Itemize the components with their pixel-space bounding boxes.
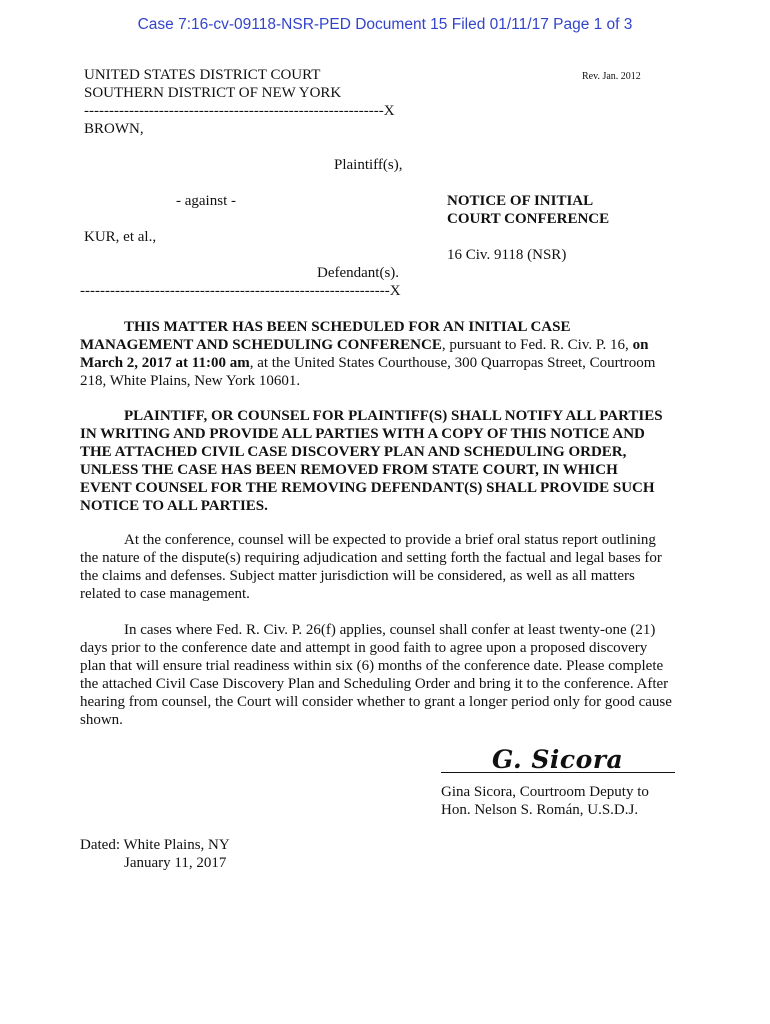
para1-line2-text: , pursuant to Fed. R. Civ. P. 16,: [441, 337, 633, 353]
para4-line3: plan that will ensure trial readiness within six (6) months of the conference date. Please complete: [80, 658, 664, 674]
para1-line3-text: , at the United States Courthouse, 300 Quarropas Street, Courtroom: [249, 355, 656, 371]
dated-location: Dated: White Plains, NY: [80, 837, 230, 853]
para4-line5: hearing from counsel, the Court will consider whether to grant a longer period only for good cause: [80, 694, 672, 710]
para1-line4: 218, White Plains, New York 10601.: [80, 373, 301, 389]
para4-line4: the attached Civil Case Discovery Plan and Scheduling Order and bring it to the conference. After: [80, 676, 669, 692]
para4-line2: days prior to the conference date and attempt in good faith to agree upon a proposed discovery: [80, 640, 648, 656]
notice-title-line1: NOTICE OF INITIAL: [447, 193, 594, 209]
scheduling-paragraph: [80, 318, 685, 390]
para2-line5: EVENT COUNSEL FOR THE REMOVING DEFENDANT(S) SHALL PROVIDE SUCH: [80, 480, 655, 496]
notice-title-line2: COURT CONFERENCE: [447, 211, 610, 227]
revision-date: Rev. Jan. 2012: [582, 71, 641, 82]
para3-line4: related to case management.: [80, 586, 250, 602]
caption-rule-bottom: --------------------------------------------------------------X: [80, 283, 401, 299]
para3-line1: At the conference, counsel will be expected to provide a brief oral status report outlining: [124, 532, 656, 548]
case-number: 16 Civ. 9118 (NSR): [447, 247, 567, 263]
against-label: - against -: [176, 193, 236, 209]
signatory-judge: Hon. Nelson S. Román, U.S.D.J.: [441, 802, 639, 818]
dated-date: January 11, 2017: [124, 855, 227, 871]
court-name: UNITED STATES DISTRICT COURT: [84, 67, 321, 83]
para2-line1: PLAINTIFF, OR COUNSEL FOR PLAINTIFF(S) SHALL NOTIFY ALL PARTIES: [124, 408, 663, 424]
para1-line2-bold: MANAGEMENT AND SCHEDULING CONFERENCE: [80, 337, 442, 353]
defendant-name: KUR, et al.,: [84, 229, 157, 245]
para4-line1: In cases where Fed. R. Civ. P. 26(f) applies, counsel shall confer at least twenty-one (21): [124, 622, 656, 638]
para2-line6: NOTICE TO ALL PARTIES.: [80, 498, 268, 514]
defendant-role: Defendant(s).: [317, 265, 400, 281]
signature-line: [441, 772, 675, 773]
para2-line3: THE ATTACHED CIVIL CASE DISCOVERY PLAN AND SCHEDULING ORDER,: [80, 444, 627, 460]
plaintiff-role: Plaintiff(s),: [334, 157, 403, 173]
para3-line2: the nature of the dispute(s) requiring adjudication and setting forth the factual and legal bases for: [80, 550, 662, 566]
para2-line4: UNLESS THE CASE HAS BEEN REMOVED FROM STATE COURT, IN WHICH: [80, 462, 618, 478]
court-district: SOUTHERN DISTRICT OF NEW YORK: [84, 85, 342, 101]
para2-line2: IN WRITING AND PROVIDE ALL PARTIES WITH A COPY OF THIS NOTICE AND: [80, 426, 645, 442]
signatory-name: Gina Sicora, Courtroom Deputy to: [441, 784, 649, 800]
plaintiff-name: BROWN,: [84, 121, 144, 137]
conference-expectations-paragraph: [80, 531, 685, 603]
caption-rule-top: ------------------------------------------------------------X: [84, 103, 395, 119]
para1-line1: THIS MATTER HAS BEEN SCHEDULED FOR AN INITIAL CASE: [124, 319, 571, 335]
notification-paragraph: [80, 407, 685, 515]
handwritten-signature: G. Sicora: [492, 745, 624, 774]
conference-datetime: March 2, 2017 at 11:00 am: [80, 355, 250, 371]
para4-line6: shown.: [80, 712, 123, 728]
para1-line2-on: on: [632, 337, 649, 353]
filing-header: Case 7:16-cv-09118-NSR-PED Document 15 Filed 01/11/17 Page 1 of 3: [137, 16, 633, 33]
para3-line3: the claims and defenses. Subject matter jurisdiction will be considered, as well as all matters: [80, 568, 635, 584]
discovery-plan-paragraph: [80, 621, 685, 729]
